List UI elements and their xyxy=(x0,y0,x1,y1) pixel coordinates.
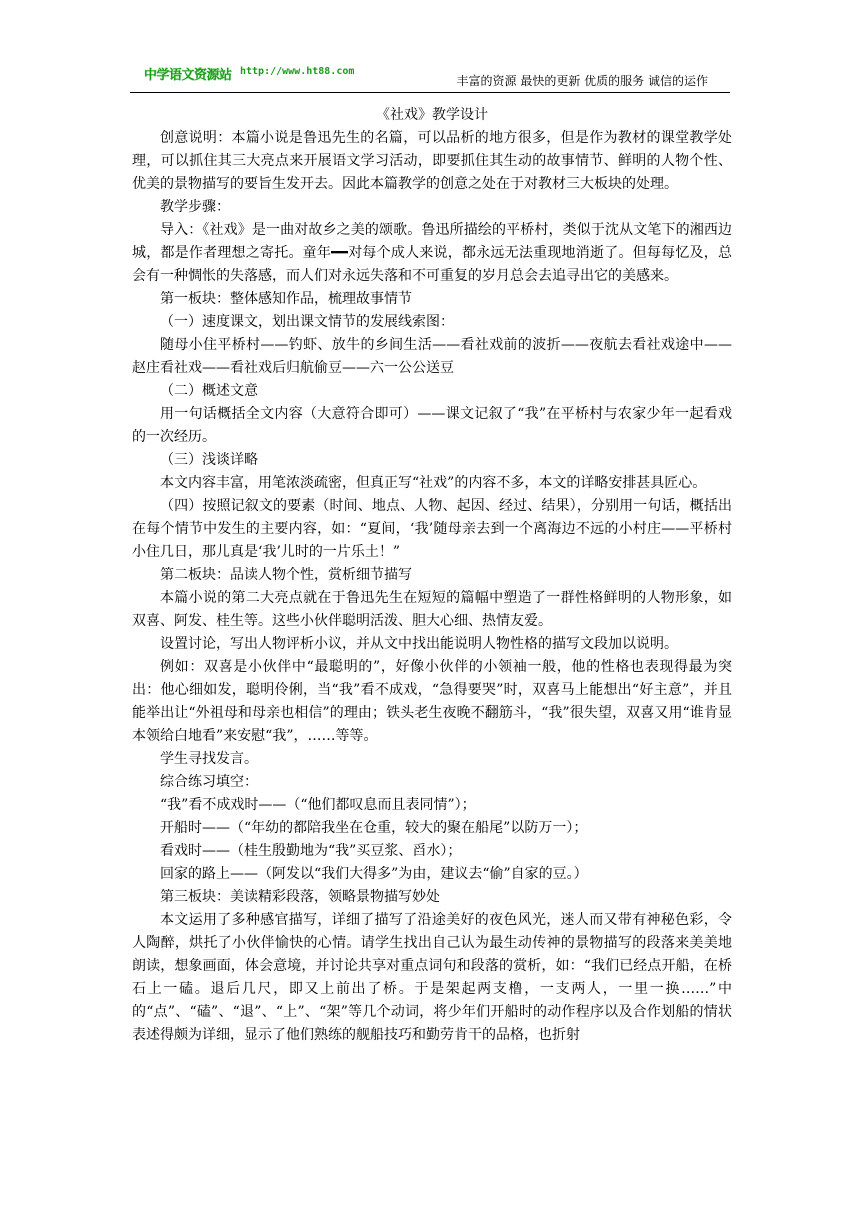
paragraph: 随母小住平桥村——钓虾、放牛的乡间生活——看社戏前的波折——夜航去看社戏途中——赵庄看社戏——看社戏后归航偷豆——六一公公送豆 xyxy=(132,337,732,376)
paragraph: （四）按照记叙文的要素（时间、地点、人物、起因、经过、结果），分别用一句话，概括出在每个情节中发生的主要内容，如：“夏间，‘我’随母亲去到一个离海边不远的小村庄——平桥村小住几日，那儿真是‘我’儿时的一片乐土！” xyxy=(132,498,732,560)
paragraph: 本篇小说的第二大亮点就在于鲁迅先生在短短的篇幅中塑造了一群性格鲜明的人物形象，如双喜、阿发、桂生等。这些小伙伴聪明活泼、胆大心细、热情友爱。 xyxy=(132,590,732,629)
paragraph: 综合练习填空： xyxy=(160,774,258,790)
paragraph: 设置讨论，写出人物评析小议，并从文中找出能说明人物性格的描写文段加以说明。 xyxy=(160,636,678,652)
header-slogan: 丰富的资源 最快的更新 优质的服务 诚信的运作 xyxy=(456,74,708,88)
paragraph: 第一板块：整体感知作品，梳理故事情节 xyxy=(160,291,412,307)
site-logo[interactable]: 中学语文资源站 xyxy=(144,68,232,83)
paragraph: （一）速度课文，划出课文情节的发展线索图： xyxy=(160,314,454,330)
paragraph: 例如：双喜是小伙伴中“最聪明的”，好像小伙伴的小领袖一般，他的性格也表现得最为突出：他心细如发，聪明伶俐，当“我”看不成戏，“急得要哭”时，双喜马上能想出“好主意”，并且能举出让“外祖母和母亲也相信”的理由；铁头老生夜晚不翻筋斗，“我”很失望，双喜又用“谁肯显本领给白地看”来安慰“我”，……等等。 xyxy=(132,659,732,744)
site-url[interactable]: http://www.ht88.com xyxy=(240,66,355,77)
document-body xyxy=(132,104,732,1047)
document-title: 《社戏》教学设计 xyxy=(376,107,488,123)
paragraph-list xyxy=(132,127,732,1047)
paragraph: 学生寻找发言。 xyxy=(160,751,258,767)
page-header xyxy=(130,64,730,93)
paragraph: 第三板块：美读精彩段落，领略景物描写妙处 xyxy=(160,889,440,905)
paragraph: （二）概述文意 xyxy=(160,383,258,399)
paragraph: 第二板块：品读人物个性，赏析细节描写 xyxy=(160,567,412,583)
paragraph: 用一句话概括全文内容（大意符合即可）——课文记叙了“我”在平桥村与农家少年一起看戏的一次经历。 xyxy=(132,406,732,445)
paragraph: 看戏时——（桂生殷勤地为“我”买豆浆、舀水）； xyxy=(160,843,462,859)
paragraph: 导入：《社戏》是一曲对故乡之美的颂歌。鲁迅所描绘的平桥村，类似于沈从文笔下的湘西边城，都是作者理想之寄托。童年━━对每个成人来说，都永远无法重现地消逝了。但每每忆及，总会有一种惆怅的失落感，而人们对永远失落和不可重复的岁月总会去追寻出它的美感来。 xyxy=(132,222,732,284)
paragraph: 教学步骤： xyxy=(160,199,230,215)
paragraph: 创意说明：本篇小说是鲁迅先生的名篇，可以品析的地方很多，但是作为教材的课堂教学处理，可以抓住其三大亮点来开展语文学习活动，即要抓住其生动的故事情节、鲜明的人物个性、优美的景物描写的要旨生发开去。因此本篇教学的创意之处在于对教材三大板块的处理。 xyxy=(132,130,732,192)
paragraph: 本文运用了多种感官描写，详细了描写了沿途美好的夜色风光，迷人而又带有神秘色彩，令人陶醉，烘托了小伙伴愉快的心情。请学生找出自己认为最生动传神的景物描写的段落来美美地朗读，想象画面，体会意境，并讨论共享对重点词句和段落的赏析，如：“我们已经点开船，在桥石上一磕。退后几尺，即又上前出了桥。于是架起两支橹，一支两人，一里一换……”中的“点”、“磕”、“退”、“上”、“架”等几个动词，将少年们开船时的动作程序以及合作划船的情状表述得颇为详细，显示了他们熟练的舰船技巧和勤劳肯干的品格，也折射 xyxy=(132,912,732,1043)
paragraph: 本文内容丰富，用笔浓淡疏密，但真正写“社戏”的内容不多，本文的详略安排甚具匠心。 xyxy=(160,475,707,491)
paragraph: 回家的路上——（阿发以“我们大得多”为由，建议去“偷”自家的豆。） xyxy=(160,866,588,882)
paragraph: 开船时——（“年幼的都陪我坐在仓重，较大的聚在船尾”以防万一）； xyxy=(160,820,588,836)
paragraph: （三）浅谈详略 xyxy=(160,452,258,468)
paragraph: “我”看不成戏时——（“他们都叹息而且表同情”）； xyxy=(160,797,476,813)
